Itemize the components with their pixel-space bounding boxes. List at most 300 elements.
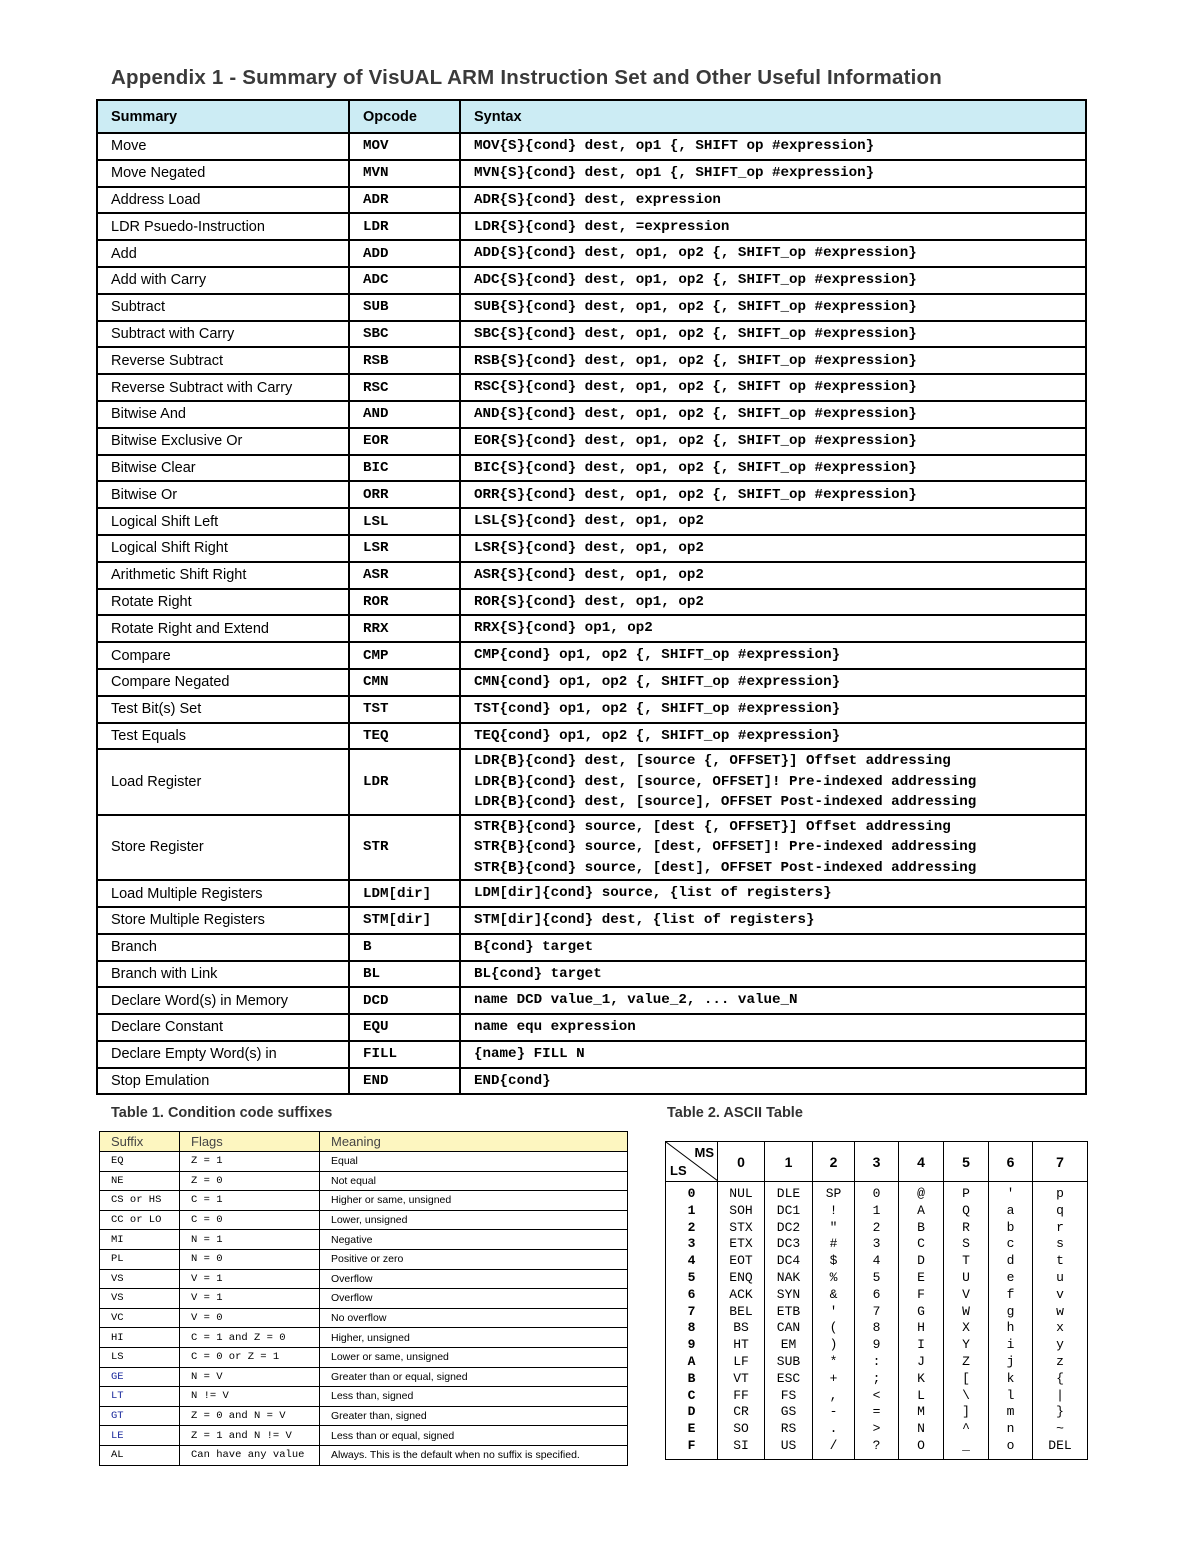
syntax-cell	[460, 987, 1086, 1014]
ls-cell: 2	[666, 1220, 718, 1237]
meaning-cell: Lower or same, unsigned	[320, 1347, 628, 1367]
ascii-cell: +	[813, 1371, 855, 1388]
summary-cell: Subtract with Carry	[97, 321, 349, 348]
header-syntax: Syntax	[460, 100, 1086, 133]
ascii-cell: T	[944, 1253, 989, 1270]
meaning-cell: Overflow	[320, 1289, 628, 1309]
ascii-cell: US	[765, 1438, 813, 1459]
suffix-cell: CS or HS	[100, 1191, 180, 1211]
ascii-cell: ;	[855, 1371, 899, 1388]
table-row	[100, 1191, 628, 1211]
ascii-cell: i	[989, 1337, 1033, 1354]
ascii-cell: D	[899, 1253, 944, 1270]
summary-cell: Branch with Link	[97, 961, 349, 988]
header-row	[100, 1132, 628, 1152]
ascii-cell: VT	[718, 1371, 765, 1388]
flags-cell: Z = 1 and N != V	[180, 1426, 320, 1446]
meaning-cell: Higher, unsigned	[320, 1328, 628, 1348]
ascii-cell: )	[813, 1337, 855, 1354]
ascii-cell: I	[899, 1337, 944, 1354]
ls-cell: A	[666, 1354, 718, 1371]
table-row	[666, 1320, 1088, 1337]
table-row	[97, 815, 1086, 880]
ascii-cell: $	[813, 1253, 855, 1270]
ls-cell: 0	[666, 1182, 718, 1203]
summary-cell: Logical Shift Left	[97, 508, 349, 535]
ascii-cell: :	[855, 1354, 899, 1371]
ls-cell: 8	[666, 1320, 718, 1337]
flags-cell: C = 0	[180, 1210, 320, 1230]
meaning-cell: Overflow	[320, 1269, 628, 1289]
table-row	[97, 934, 1086, 961]
syntax-line: CMN{cond} op1, op2 {, SHIFT_op #expression}	[474, 674, 841, 691]
header-summary: Summary	[97, 100, 349, 133]
flags-cell: N = 0	[180, 1249, 320, 1269]
syntax-cell	[460, 401, 1086, 428]
ascii-table-caption: Table 2. ASCII Table	[667, 1105, 803, 1121]
ascii-cell: BS	[718, 1320, 765, 1337]
table-row	[666, 1236, 1088, 1253]
opcode-cell: LDM[dir]	[349, 880, 460, 907]
opcode-cell: EOR	[349, 428, 460, 455]
syntax-cell	[460, 723, 1086, 750]
table-row	[97, 535, 1086, 562]
suffix-cell: GT	[100, 1406, 180, 1426]
summary-cell: Stop Emulation	[97, 1068, 349, 1095]
table-row	[100, 1367, 628, 1387]
ascii-cell: =	[855, 1404, 899, 1421]
ascii-cell: A	[899, 1203, 944, 1220]
opcode-cell: EQU	[349, 1014, 460, 1041]
flags-cell: C = 1	[180, 1191, 320, 1211]
ascii-cell: @	[899, 1182, 944, 1203]
ls-cell: 7	[666, 1304, 718, 1321]
opcode-cell: MVN	[349, 160, 460, 187]
ascii-cell: EOT	[718, 1253, 765, 1270]
ascii-cell: ETB	[765, 1304, 813, 1321]
table-row	[666, 1371, 1088, 1388]
ascii-cell: F	[899, 1287, 944, 1304]
summary-cell: Branch	[97, 934, 349, 961]
flags-cell: N != V	[180, 1387, 320, 1407]
ascii-cell: n	[989, 1421, 1033, 1438]
ascii-cell: !	[813, 1203, 855, 1220]
table-row	[666, 1270, 1088, 1287]
ascii-cell: o	[989, 1438, 1033, 1459]
ascii-cell: ,	[813, 1388, 855, 1405]
ascii-cell: p	[1033, 1182, 1088, 1203]
ascii-cell: ~	[1033, 1421, 1088, 1438]
table-row	[97, 401, 1086, 428]
ms-column-6: 6	[989, 1142, 1033, 1182]
ascii-cell: r	[1033, 1220, 1088, 1237]
syntax-line: ASR{S}{cond} dest, op1, op2	[474, 566, 704, 583]
ascii-cell: L	[899, 1388, 944, 1405]
ms-column-3: 3	[855, 1142, 899, 1182]
table-row	[100, 1249, 628, 1269]
table-row	[100, 1426, 628, 1446]
ascii-cell: &	[813, 1287, 855, 1304]
summary-cell: Test Equals	[97, 723, 349, 750]
ascii-cell: Z	[944, 1354, 989, 1371]
suffix-cell: GE	[100, 1367, 180, 1387]
syntax-line: BL{cond} target	[474, 965, 602, 982]
opcode-cell: RRX	[349, 615, 460, 642]
summary-cell: Move	[97, 133, 349, 160]
summary-cell: Bitwise Or	[97, 481, 349, 508]
meaning-cell: Greater than or equal, signed	[320, 1367, 628, 1387]
ascii-cell: SP	[813, 1182, 855, 1203]
opcode-cell: B	[349, 934, 460, 961]
ascii-cell: 3	[855, 1236, 899, 1253]
syntax-cell	[460, 240, 1086, 267]
table-row	[97, 187, 1086, 214]
syntax-line: EOR{S}{cond} dest, op1, op2 {, SHIFT_op #expression}	[474, 432, 917, 449]
ascii-cell: "	[813, 1220, 855, 1237]
table-row	[100, 1230, 628, 1250]
ms-column-4: 4	[899, 1142, 944, 1182]
opcode-cell: SBC	[349, 321, 460, 348]
flags-cell: N = 1	[180, 1230, 320, 1250]
opcode-cell: ROR	[349, 589, 460, 616]
summary-cell: LDR Psuedo-Instruction	[97, 213, 349, 240]
syntax-cell	[460, 508, 1086, 535]
ascii-cell: m	[989, 1404, 1033, 1421]
summary-cell: Bitwise Exclusive Or	[97, 428, 349, 455]
syntax-cell	[460, 321, 1086, 348]
condition-table-caption: Table 1. Condition code suffixes	[111, 1105, 333, 1121]
syntax-line: MOV{S}{cond} dest, op1 {, SHIFT op #expression}	[474, 138, 875, 155]
summary-cell: Add with Carry	[97, 267, 349, 294]
flags-cell: V = 1	[180, 1289, 320, 1309]
ascii-cell: Q	[944, 1203, 989, 1220]
ascii-cell: ?	[855, 1438, 899, 1459]
table-row	[97, 961, 1086, 988]
table-row	[97, 321, 1086, 348]
table-row	[97, 669, 1086, 696]
table-row	[97, 455, 1086, 482]
ascii-table	[665, 1141, 1088, 1460]
syntax-line: ADR{S}{cond} dest, expression	[474, 191, 721, 208]
syntax-cell	[460, 615, 1086, 642]
syntax-line: RSC{S}{cond} dest, op1, op2 {, SHIFT op #expression}	[474, 379, 917, 396]
syntax-cell	[460, 294, 1086, 321]
syntax-line: LDR{B}{cond} dest, [source {, OFFSET}] Offset addressing	[474, 753, 951, 770]
syntax-line: {name} FILL N	[474, 1046, 585, 1063]
flags-cell: V = 0	[180, 1308, 320, 1328]
ascii-cell: J	[899, 1354, 944, 1371]
table-row	[97, 642, 1086, 669]
table-row	[666, 1404, 1088, 1421]
ascii-cell: SOH	[718, 1203, 765, 1220]
ascii-cell: ACK	[718, 1287, 765, 1304]
ascii-cell: d	[989, 1253, 1033, 1270]
ascii-cell: >	[855, 1421, 899, 1438]
suffix-cell: NE	[100, 1171, 180, 1191]
ascii-cell: c	[989, 1236, 1033, 1253]
ascii-cell: O	[899, 1438, 944, 1459]
syntax-line: STR{B}{cond} source, [dest, OFFSET]! Pre-indexed addressing	[474, 839, 977, 856]
syntax-cell	[460, 481, 1086, 508]
ls-cell: E	[666, 1421, 718, 1438]
ascii-cell: LF	[718, 1354, 765, 1371]
ascii-cell: V	[944, 1287, 989, 1304]
opcode-cell: LSL	[349, 508, 460, 535]
summary-cell: Logical Shift Right	[97, 535, 349, 562]
ascii-cell: NUL	[718, 1182, 765, 1203]
opcode-cell: MOV	[349, 133, 460, 160]
ascii-cell: _	[944, 1438, 989, 1459]
meaning-cell: No overflow	[320, 1308, 628, 1328]
ms-label: MS	[694, 1145, 714, 1160]
suffix-cell: VS	[100, 1289, 180, 1309]
header-meaning: Meaning	[320, 1132, 628, 1152]
table-row	[97, 615, 1086, 642]
table-row	[97, 907, 1086, 934]
meaning-cell: Less than or equal, signed	[320, 1426, 628, 1446]
ascii-cell: ESC	[765, 1371, 813, 1388]
opcode-cell: DCD	[349, 987, 460, 1014]
ascii-cell: e	[989, 1270, 1033, 1287]
opcode-cell: LDR	[349, 213, 460, 240]
opcode-cell: STM[dir]	[349, 907, 460, 934]
ms-column-0: 0	[718, 1142, 765, 1182]
ascii-cell: -	[813, 1404, 855, 1421]
table-row	[100, 1328, 628, 1348]
ls-cell: 1	[666, 1203, 718, 1220]
syntax-cell	[460, 1014, 1086, 1041]
table-row	[97, 562, 1086, 589]
syntax-cell	[460, 589, 1086, 616]
suffix-cell: AL	[100, 1445, 180, 1465]
syntax-line: RRX{S}{cond} op1, op2	[474, 620, 653, 637]
ascii-cell: b	[989, 1220, 1033, 1237]
summary-cell: Declare Empty Word(s) in	[97, 1041, 349, 1068]
syntax-cell	[460, 374, 1086, 401]
table-row	[97, 1041, 1086, 1068]
summary-cell: Arithmetic Shift Right	[97, 562, 349, 589]
summary-cell: Bitwise Clear	[97, 455, 349, 482]
opcode-cell: TST	[349, 696, 460, 723]
ascii-cell: 2	[855, 1220, 899, 1237]
ascii-cell: y	[1033, 1337, 1088, 1354]
ms-column-2: 2	[813, 1142, 855, 1182]
summary-cell: Compare Negated	[97, 669, 349, 696]
table-row	[100, 1347, 628, 1367]
table-row	[97, 749, 1086, 814]
syntax-line: MVN{S}{cond} dest, op1 {, SHIFT_op #expression}	[474, 164, 875, 181]
table-row	[97, 723, 1086, 750]
syntax-line: ADC{S}{cond} dest, op1, op2 {, SHIFT_op #expression}	[474, 272, 917, 289]
ascii-cell: SI	[718, 1438, 765, 1459]
ascii-cell: STX	[718, 1220, 765, 1237]
syntax-line: name equ expression	[474, 1019, 636, 1036]
ascii-cell: a	[989, 1203, 1033, 1220]
syntax-cell	[460, 160, 1086, 187]
syntax-line: SBC{S}{cond} dest, op1, op2 {, SHIFT_op #expression}	[474, 325, 917, 342]
ascii-cell: w	[1033, 1304, 1088, 1321]
suffix-cell: LS	[100, 1347, 180, 1367]
ascii-cell: DC3	[765, 1236, 813, 1253]
ms-column-5: 5	[944, 1142, 989, 1182]
meaning-cell: Positive or zero	[320, 1249, 628, 1269]
syntax-line: TST{cond} op1, op2 {, SHIFT_op #expression}	[474, 700, 841, 717]
flags-cell: Z = 1	[180, 1152, 320, 1172]
ascii-cell: %	[813, 1270, 855, 1287]
ascii-cell: SYN	[765, 1287, 813, 1304]
syntax-line: END{cond}	[474, 1072, 551, 1089]
table-row	[97, 267, 1086, 294]
syntax-cell	[460, 934, 1086, 961]
syntax-line: LDR{B}{cond} dest, [source], OFFSET Post-indexed addressing	[474, 794, 977, 811]
ascii-cell: <	[855, 1388, 899, 1405]
table-row	[97, 696, 1086, 723]
summary-cell: Load Register	[97, 749, 349, 814]
syntax-cell	[460, 669, 1086, 696]
table-row	[97, 294, 1086, 321]
ascii-cell: HT	[718, 1337, 765, 1354]
ascii-cell: EM	[765, 1337, 813, 1354]
syntax-cell	[460, 1068, 1086, 1095]
syntax-cell	[460, 815, 1086, 880]
ascii-cell: ENQ	[718, 1270, 765, 1287]
ls-cell: C	[666, 1388, 718, 1405]
header-opcode: Opcode	[349, 100, 460, 133]
header-row	[666, 1142, 1088, 1182]
ascii-cell: 0	[855, 1182, 899, 1203]
ascii-cell: BEL	[718, 1304, 765, 1321]
ascii-cell: M	[899, 1404, 944, 1421]
syntax-line: STM[dir]{cond} dest, {list of registers}	[474, 912, 815, 929]
opcode-cell: LSR	[349, 535, 460, 562]
ascii-cell: 4	[855, 1253, 899, 1270]
condition-code-table	[99, 1131, 628, 1466]
meaning-cell: Higher or same, unsigned	[320, 1191, 628, 1211]
ascii-cell: P	[944, 1182, 989, 1203]
ms-column-7: 7	[1033, 1142, 1088, 1182]
suffix-cell: MI	[100, 1230, 180, 1250]
ascii-cell: v	[1033, 1287, 1088, 1304]
ascii-cell: /	[813, 1438, 855, 1459]
summary-cell: Address Load	[97, 187, 349, 214]
ascii-cell: q	[1033, 1203, 1088, 1220]
syntax-cell	[460, 880, 1086, 907]
meaning-cell: Negative	[320, 1230, 628, 1250]
ascii-cell: 1	[855, 1203, 899, 1220]
table-row	[666, 1203, 1088, 1220]
syntax-cell	[460, 347, 1086, 374]
ascii-cell: SO	[718, 1421, 765, 1438]
suffix-cell: VS	[100, 1269, 180, 1289]
ascii-cell: GS	[765, 1404, 813, 1421]
instruction-summary-table	[96, 99, 1087, 1095]
ascii-cell: ETX	[718, 1236, 765, 1253]
syntax-line: SUB{S}{cond} dest, op1, op2 {, SHIFT_op #expression}	[474, 298, 917, 315]
ascii-cell: CAN	[765, 1320, 813, 1337]
summary-cell: Load Multiple Registers	[97, 880, 349, 907]
syntax-line: TEQ{cond} op1, op2 {, SHIFT_op #expression}	[474, 727, 841, 744]
suffix-cell: LT	[100, 1387, 180, 1407]
ascii-cell: l	[989, 1388, 1033, 1405]
table-row	[100, 1210, 628, 1230]
ascii-cell: DLE	[765, 1182, 813, 1203]
ascii-cell: (	[813, 1320, 855, 1337]
summary-cell: Declare Word(s) in Memory	[97, 987, 349, 1014]
syntax-line: B{cond} target	[474, 938, 594, 955]
syntax-line: AND{S}{cond} dest, op1, op2 {, SHIFT_op #expression}	[474, 406, 917, 423]
ls-cell: 4	[666, 1253, 718, 1270]
opcode-cell: RSB	[349, 347, 460, 374]
opcode-cell: TEQ	[349, 723, 460, 750]
syntax-line: ADD{S}{cond} dest, op1, op2 {, SHIFT_op #expression}	[474, 245, 917, 262]
opcode-cell: ADD	[349, 240, 460, 267]
table-row	[666, 1253, 1088, 1270]
summary-cell: Move Negated	[97, 160, 349, 187]
syntax-line: STR{B}{cond} source, [dest], OFFSET Post-indexed addressing	[474, 859, 977, 876]
ascii-cell: 9	[855, 1337, 899, 1354]
syntax-cell	[460, 749, 1086, 814]
meaning-cell: Equal	[320, 1152, 628, 1172]
opcode-cell: ADC	[349, 267, 460, 294]
ascii-cell: }	[1033, 1404, 1088, 1421]
table-row	[97, 880, 1086, 907]
header-flags: Flags	[180, 1132, 320, 1152]
summary-cell: Bitwise And	[97, 401, 349, 428]
ascii-cell: {	[1033, 1371, 1088, 1388]
ascii-cell: x	[1033, 1320, 1088, 1337]
opcode-cell: FILL	[349, 1041, 460, 1068]
table-row	[97, 240, 1086, 267]
opcode-cell: BIC	[349, 455, 460, 482]
ascii-cell: *	[813, 1354, 855, 1371]
table-row	[666, 1182, 1088, 1203]
table-row	[97, 1014, 1086, 1041]
meaning-cell: Lower, unsigned	[320, 1210, 628, 1230]
opcode-cell: SUB	[349, 294, 460, 321]
ascii-cell: FF	[718, 1388, 765, 1405]
syntax-cell	[460, 535, 1086, 562]
ascii-cell: DC2	[765, 1220, 813, 1237]
ascii-cell: CR	[718, 1404, 765, 1421]
table-row	[97, 987, 1086, 1014]
meaning-cell: Less than, signed	[320, 1387, 628, 1407]
ascii-cell: t	[1033, 1253, 1088, 1270]
ascii-cell: U	[944, 1270, 989, 1287]
ascii-cell: s	[1033, 1236, 1088, 1253]
ascii-cell: 8	[855, 1320, 899, 1337]
syntax-cell	[460, 562, 1086, 589]
syntax-cell	[460, 133, 1086, 160]
syntax-line: STR{B}{cond} source, [dest {, OFFSET}] Offset addressing	[474, 818, 951, 835]
ascii-cell: H	[899, 1320, 944, 1337]
ascii-cell: '	[813, 1304, 855, 1321]
ascii-cell: \	[944, 1388, 989, 1405]
summary-cell: Compare	[97, 642, 349, 669]
syntax-line: RSB{S}{cond} dest, op1, op2 {, SHIFT_op #expression}	[474, 352, 917, 369]
suffix-cell: EQ	[100, 1152, 180, 1172]
ascii-cell: DC1	[765, 1203, 813, 1220]
header-suffix: Suffix	[100, 1132, 180, 1152]
syntax-cell	[460, 187, 1086, 214]
summary-cell: Subtract	[97, 294, 349, 321]
ascii-cell: X	[944, 1320, 989, 1337]
syntax-line: LSL{S}{cond} dest, op1, op2	[474, 513, 704, 530]
syntax-line: LDR{S}{cond} dest, =expression	[474, 218, 730, 235]
summary-cell: Add	[97, 240, 349, 267]
table-row	[97, 508, 1086, 535]
syntax-cell	[460, 213, 1086, 240]
table-row	[97, 347, 1086, 374]
